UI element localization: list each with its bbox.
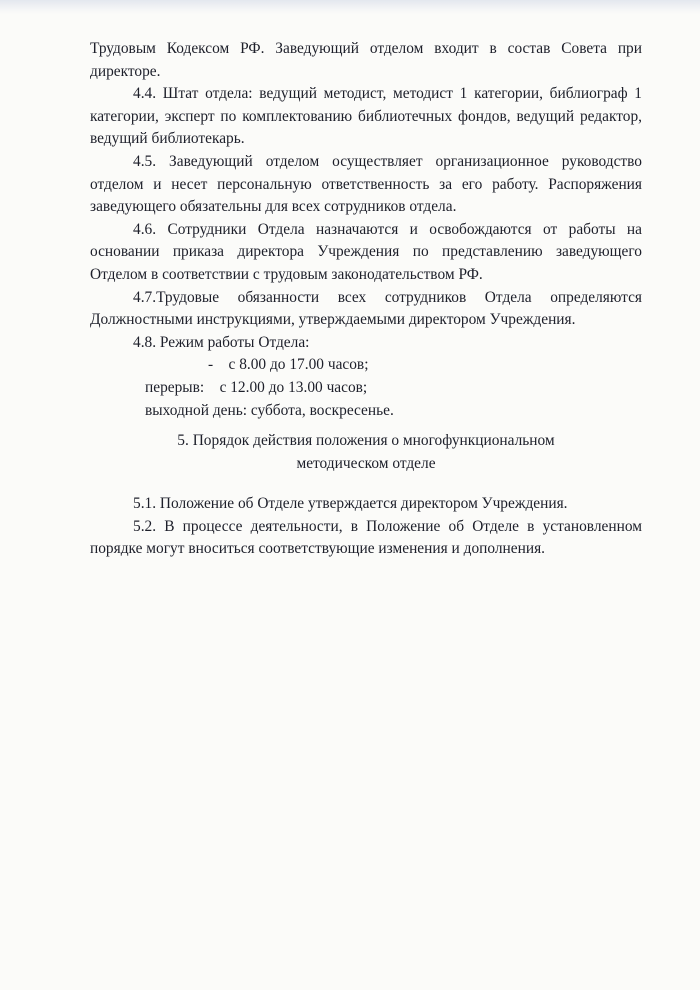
paragraph-4-8: 4.8. Режим работы Отдела: [133,333,310,351]
paragraph-4-7: 4.7.Трудовые обязанности всех сотрудников Отдела определяются Должностными инструкциями, утверждаемыми директором Учреждения. [90,288,642,329]
paragraph-4-4: 4.4. Штат отдела: ведущий методист, методист 1 категории, библиограф 1 категории, эксперт по комплектованию библиотечных фондов, ведущий редактор, ведущий библиотекарь. [90,85,642,148]
section-5-text [90,493,642,561]
days-off-line: выходной день: суббота, воскресенье. [145,401,394,419]
section-5-heading-line-1: 5. Порядок действия положения о многофункциональном [177,432,555,449]
continuation-paragraph: Трудовым Кодексом РФ. Заведующий отделом входит в состав Совета при директоре. [90,40,642,80]
work-hours-line: - с 8.00 до 17.00 часов; [208,356,369,374]
paragraph-5-2: 5.2. В процессе деятельности, в Положение об Отделе в установленном порядке могут вноситься соответствующие изменения и дополнения. [90,517,642,558]
section-4-text [90,38,642,422]
paragraph-5-1: 5.1. Положение об Отделе утверждается директором Учреждения. [133,495,568,512]
work-hours-block [90,354,642,422]
paragraph-4-6: 4.6. Сотрудники Отдела назначаются и освобождаются от работы на основании приказа директора Учреждения по представлению заведующего Отделом в соответствии с трудовым законодательством РФ. [90,220,642,283]
section-5-heading-line-2: методическом отделе [296,454,436,472]
scan-top-edge [0,0,700,14]
break-hours-line: перерыв: с 12.00 до 13.00 часов; [145,378,368,396]
paragraph-4-5: 4.5. Заведующий отделом осуществляет организационное руководство отделом и несет персональную ответственность за его работу. Распоряжения заведующего обязательны для всех сотрудников отдела. [90,152,642,216]
section-5-heading [90,430,642,475]
